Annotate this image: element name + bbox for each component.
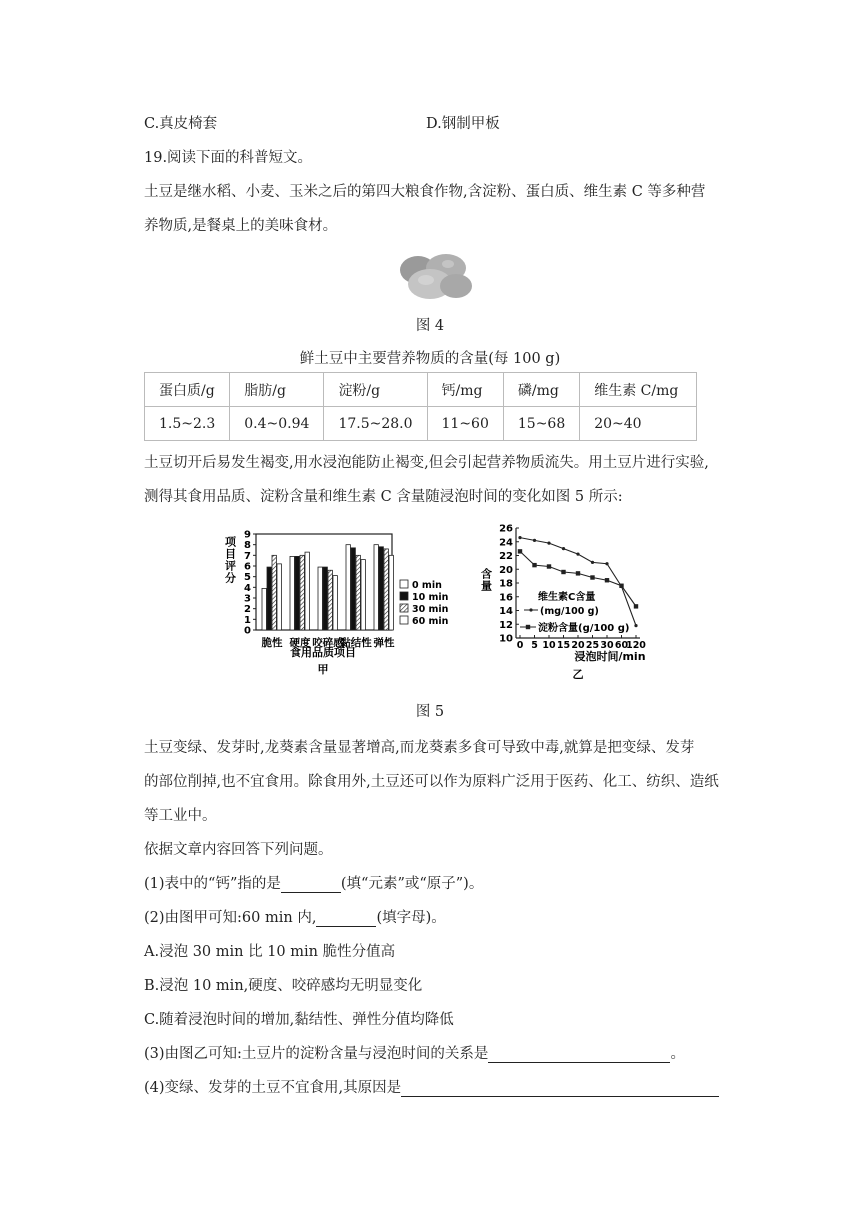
chart2-point bbox=[590, 575, 594, 579]
chart1-ytick-label: 4 bbox=[244, 582, 251, 594]
q2-answer-blank[interactable] bbox=[316, 926, 376, 927]
chart1-legend-swatch bbox=[400, 616, 408, 624]
chart2-point bbox=[634, 604, 638, 608]
q1-text-after: (填“元素”或“原子”)。 bbox=[340, 876, 484, 892]
q2-option-a: A.浸泡 30 min 比 10 min 脆性分值高 bbox=[144, 944, 396, 960]
chart2-point bbox=[619, 584, 623, 588]
chart1-bar bbox=[323, 567, 327, 630]
table-row bbox=[145, 407, 697, 441]
para3-line1: 土豆变绿、发芽时,龙葵素含量显著增高,而龙葵素多食可导致中毒,就算是把变绿、发芽 bbox=[144, 740, 695, 756]
chart1-legend-label: 10 min bbox=[412, 592, 449, 603]
para3-line3: 等工业中。 bbox=[144, 808, 217, 824]
chart1-ytick-label: 9 bbox=[244, 529, 251, 541]
chart1-ytick-label: 3 bbox=[244, 593, 251, 605]
chart2-ytick-label: 16 bbox=[499, 592, 513, 604]
table-cell: 0.4~0.94 bbox=[230, 407, 324, 441]
chart2-sublabel: 乙 bbox=[572, 668, 584, 681]
figure4-caption: 图 4 bbox=[415, 318, 445, 334]
chart1-bar bbox=[333, 576, 337, 630]
option-d: D.钢制甲板 bbox=[426, 116, 500, 132]
para2-line1: 土豆切开后易发生褐变,用水浸泡能防止褐变,但会引起营养物质流失。用土豆片进行实验, bbox=[144, 455, 709, 471]
table-cell: 1.5~2.3 bbox=[145, 407, 230, 441]
chart1-legend-swatch bbox=[400, 580, 408, 588]
table-header: 淀粉/g bbox=[324, 373, 427, 407]
chart-content-line bbox=[480, 520, 660, 686]
chart2-point bbox=[547, 564, 551, 568]
chart1-bar bbox=[379, 547, 383, 630]
chart2-xtick-label: 120 bbox=[626, 640, 646, 651]
chart1-bar bbox=[384, 549, 388, 630]
chart2-xtick-label: 15 bbox=[556, 640, 571, 651]
chart2-point bbox=[591, 561, 594, 564]
chart2-legend-marker bbox=[529, 608, 532, 611]
chart1-ytick-label: 7 bbox=[244, 550, 251, 562]
chart1-bar bbox=[267, 567, 271, 630]
chart1-legend-swatch bbox=[400, 604, 408, 612]
chart1-bar bbox=[300, 555, 304, 630]
para2-line2: 测得其食用品质、淀粉含量和维生素 C 含量随浸泡时间的变化如图 5 所示: bbox=[144, 489, 623, 505]
potato-image bbox=[396, 250, 476, 302]
chart1-category-label: 黏结性 bbox=[340, 637, 372, 649]
chart2-point bbox=[576, 571, 580, 575]
q2-option-b: B.浸泡 10 min,硬度、咬碎感均无明显变化 bbox=[144, 978, 423, 994]
chart1-legend-label: 60 min bbox=[412, 616, 449, 627]
q4-answer-blank[interactable] bbox=[401, 1096, 719, 1097]
para1-line1: 土豆是继水稻、小麦、玉米之后的第四大粮食作物,含淀粉、蛋白质、维生素 C 等多种营 bbox=[144, 184, 706, 200]
chart2-point bbox=[576, 553, 579, 556]
chart2-xtick-label: 25 bbox=[585, 640, 600, 651]
chart2-point bbox=[562, 547, 565, 550]
table-header: 维生素 C/mg bbox=[580, 373, 697, 407]
chart2-point bbox=[518, 536, 521, 539]
table-cell: 17.5~28.0 bbox=[324, 407, 427, 441]
table-header: 钙/mg bbox=[427, 373, 503, 407]
q2-option-c: C.随着浸泡时间的增加,黏结性、弹性分值均降低 bbox=[144, 1012, 454, 1028]
chart2-legend-label: 淀粉含量(g/100 g) bbox=[538, 623, 630, 634]
table-cell: 15~68 bbox=[503, 407, 579, 441]
instruction: 依据文章内容回答下列问题。 bbox=[144, 842, 333, 858]
q1-text: (1)表中的“钙”指的是 bbox=[144, 876, 281, 892]
chart2-legend-label: (mg/100 g) bbox=[540, 606, 599, 617]
chart1-bar bbox=[272, 555, 276, 630]
chart-quality-bar bbox=[222, 522, 449, 682]
chart2-ytick-label: 12 bbox=[499, 619, 513, 631]
chart2-legend-marker bbox=[526, 625, 530, 629]
question-1 bbox=[144, 872, 483, 893]
chart1-bar bbox=[305, 552, 309, 630]
chart1-bar bbox=[277, 564, 281, 630]
chart1-bar bbox=[295, 556, 299, 630]
table-header: 蛋白质/g bbox=[145, 373, 230, 407]
table-cell: 11~60 bbox=[427, 407, 503, 441]
chart1-bar bbox=[290, 556, 294, 630]
chart2-point bbox=[533, 539, 536, 542]
table-cell: 20~40 bbox=[580, 407, 697, 441]
question-3 bbox=[144, 1042, 685, 1063]
q2-text: (2)由图甲可知:60 min 内, bbox=[144, 910, 317, 926]
chart2-ytick-label: 26 bbox=[499, 523, 513, 535]
chart1-category-label: 弹性 bbox=[373, 637, 395, 649]
chart1-legend-label: 0 min bbox=[412, 580, 442, 591]
chart1-ylabel: 项目评分 bbox=[223, 536, 237, 584]
chart1-bar bbox=[318, 567, 322, 630]
chart2-xtick-label: 20 bbox=[571, 640, 585, 651]
para3-line2: 的部位削掉,也不宜食用。除食用外,土豆还可以作为原料广泛用于医药、化工、纺织、造纸 bbox=[144, 774, 719, 790]
chart2-point bbox=[547, 542, 550, 545]
question-2 bbox=[144, 906, 446, 927]
chart2-xtick-label: 30 bbox=[600, 640, 614, 651]
chart1-bar bbox=[262, 588, 266, 630]
table-header: 脂肪/g bbox=[230, 373, 324, 407]
question-title: 19.阅读下面的科普短文。 bbox=[144, 150, 313, 166]
chart2-xtick-label: 0 bbox=[516, 640, 524, 651]
q3-text: (3)由图乙可知:土豆片的淀粉含量与浸泡时间的关系是 bbox=[144, 1046, 489, 1062]
q4-text: (4)变绿、发芽的土豆不宜食用,其原因是 bbox=[144, 1080, 402, 1096]
chart1-bar bbox=[361, 560, 365, 630]
chart1-bar bbox=[389, 555, 393, 630]
chart1-legend-label: 30 min bbox=[412, 604, 449, 615]
chart2-ytick-label: 22 bbox=[499, 551, 513, 562]
chart2-ytick-label: 14 bbox=[499, 606, 513, 617]
option-c: C.真皮椅套 bbox=[144, 116, 218, 132]
chart2-point bbox=[605, 562, 608, 565]
chart1-xlabel: 食用品质项目 bbox=[290, 646, 356, 659]
table-header-row bbox=[145, 373, 697, 407]
chart1-category-label: 硬度 bbox=[289, 637, 311, 649]
chart1-bar bbox=[328, 570, 332, 630]
chart1-category-label: 咬碎感 bbox=[312, 637, 344, 649]
chart1-category-label: 脆性 bbox=[261, 637, 283, 649]
q3-text-after: 。 bbox=[670, 1046, 685, 1062]
para1-line2: 养物质,是餐桌上的美味食材。 bbox=[144, 218, 338, 234]
chart2-xtick-label: 60 bbox=[614, 640, 629, 651]
q1-answer-blank[interactable] bbox=[281, 892, 341, 893]
chart2-xtick-label: 10 bbox=[542, 640, 556, 651]
chart1-ytick-label: 5 bbox=[244, 572, 251, 584]
chart1-ytick-label: 1 bbox=[244, 614, 251, 626]
chart1-ytick-label: 8 bbox=[244, 540, 251, 552]
chart2-ytick-label: 18 bbox=[499, 578, 513, 590]
q2-text-after: (填字母)。 bbox=[376, 910, 446, 926]
nutrition-table bbox=[144, 372, 697, 441]
chart1-bar bbox=[346, 545, 350, 630]
chart1-ytick-label: 6 bbox=[244, 561, 251, 573]
chart1-bar bbox=[374, 545, 378, 630]
chart1-bar bbox=[351, 548, 355, 630]
chart2-legend-label: 维生素C含量 bbox=[538, 592, 596, 603]
table-header: 磷/mg bbox=[503, 373, 579, 407]
chart2-xlabel: 浸泡时间/min bbox=[574, 650, 646, 663]
chart2-point bbox=[605, 578, 609, 582]
chart2-point bbox=[634, 624, 637, 627]
chart2-ytick-label: 20 bbox=[499, 564, 513, 576]
chart2-point bbox=[518, 549, 522, 553]
chart1-ytick-label: 2 bbox=[244, 604, 251, 616]
chart2-ytick-label: 10 bbox=[499, 633, 513, 645]
chart2-point bbox=[561, 570, 565, 574]
chart2-ylabel: 含量 bbox=[479, 568, 493, 592]
figure5-caption: 图 5 bbox=[415, 704, 445, 720]
q3-answer-blank[interactable] bbox=[488, 1062, 670, 1063]
question-4 bbox=[144, 1076, 719, 1097]
chart2-xtick-label: 5 bbox=[531, 640, 538, 651]
chart1-bar bbox=[356, 555, 360, 630]
chart2-point bbox=[532, 563, 536, 567]
chart2-ytick-label: 24 bbox=[499, 537, 513, 549]
chart1-ytick-label: 0 bbox=[244, 625, 251, 637]
table-caption: 鲜土豆中主要营养物质的含量(每 100 g) bbox=[299, 351, 561, 367]
chart1-legend-swatch bbox=[400, 592, 408, 600]
chart1-sublabel: 甲 bbox=[317, 663, 329, 676]
